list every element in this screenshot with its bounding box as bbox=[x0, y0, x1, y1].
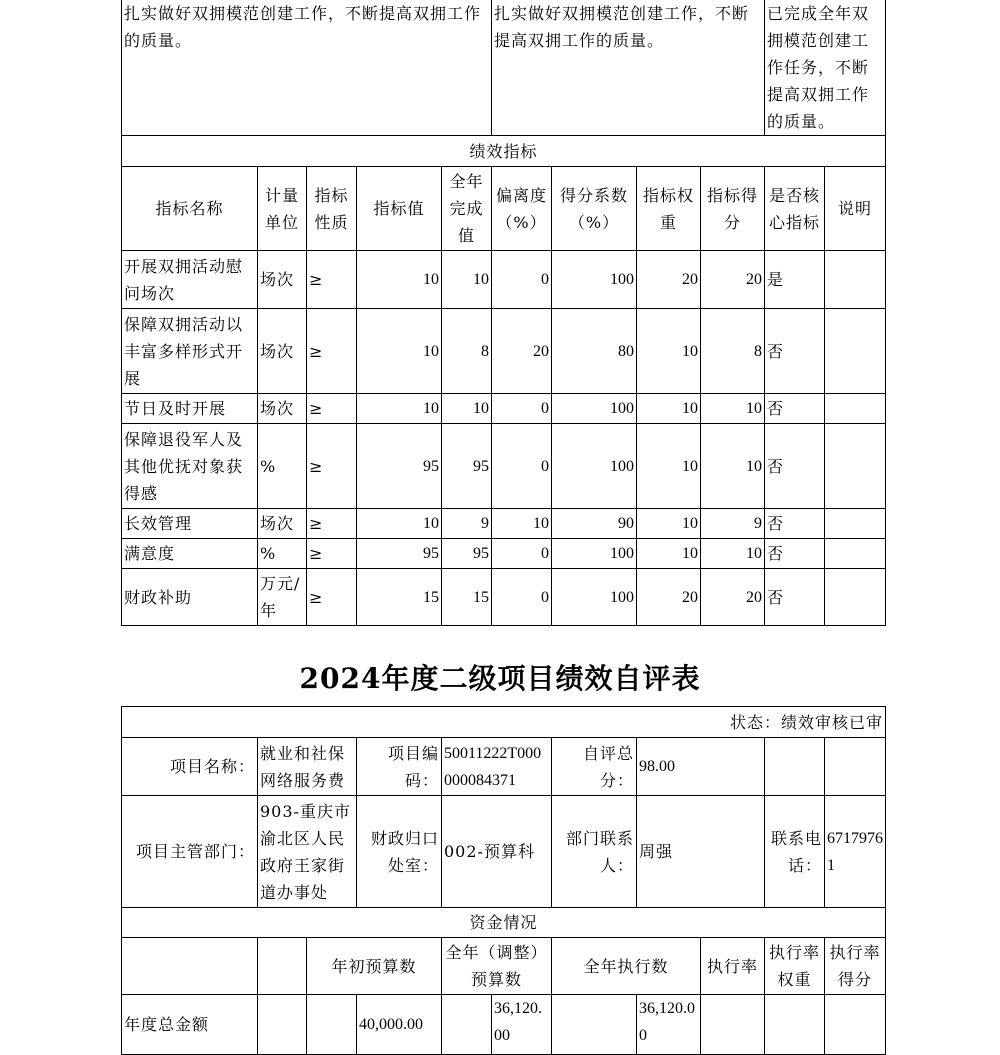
table-row bbox=[122, 251, 886, 309]
header-target: 指标值 bbox=[357, 167, 442, 251]
self-score-value: 98.00 bbox=[637, 738, 765, 796]
indicator-target: 10 bbox=[357, 394, 442, 424]
indicator-unit: 场次 bbox=[258, 509, 307, 539]
contact-value: 周强 bbox=[637, 796, 765, 908]
header-initial-budget: 年初预算数 bbox=[307, 938, 442, 995]
indicator-name: 保障双拥活动以丰富多样形式开展 bbox=[122, 309, 258, 394]
indicator-target: 15 bbox=[357, 569, 442, 626]
contact-label: 部门联系人： bbox=[552, 796, 637, 908]
indicator-actual: 10 bbox=[442, 394, 492, 424]
status-text: 状态：绩效审核已审 bbox=[122, 707, 886, 738]
indicator-deviation: 0 bbox=[492, 424, 552, 509]
goal-cell-2: 扎实做好双拥模范创建工作，不断提高双拥工作的质量。 bbox=[492, 0, 765, 136]
indicator-target: 95 bbox=[357, 539, 442, 569]
indicator-weight: 10 bbox=[637, 424, 701, 509]
table-row bbox=[122, 569, 886, 626]
funds-header-row bbox=[122, 938, 886, 995]
phone-value: 67179761 bbox=[825, 796, 886, 908]
indicator-unit: 万元/年 bbox=[258, 569, 307, 626]
indicator-name: 长效管理 bbox=[122, 509, 258, 539]
indicator-note bbox=[825, 424, 886, 509]
header-core: 是否核心指标 bbox=[765, 167, 825, 251]
indicator-weight: 20 bbox=[637, 251, 701, 309]
total-executed: 36,120.00 bbox=[637, 995, 701, 1055]
table-row bbox=[122, 424, 886, 509]
indicator-core: 否 bbox=[765, 424, 825, 509]
indicator-coefficient: 80 bbox=[552, 309, 637, 394]
indicator-nature: ≥ bbox=[307, 394, 357, 424]
indicator-note bbox=[825, 251, 886, 309]
indicator-weight: 10 bbox=[637, 394, 701, 424]
indicator-actual: 15 bbox=[442, 569, 492, 626]
indicators-section-title: 绩效指标 bbox=[122, 136, 886, 167]
header-nature: 指标性质 bbox=[307, 167, 357, 251]
indicator-note bbox=[825, 394, 886, 424]
dept-value: 903-重庆市渝北区人民政府王家街道办事处 bbox=[258, 796, 357, 908]
table-row bbox=[122, 509, 886, 539]
status-row bbox=[122, 707, 886, 738]
total-initial-budget: 40,000.00 bbox=[357, 995, 442, 1055]
indicator-coefficient: 100 bbox=[552, 424, 637, 509]
header-score: 指标得分 bbox=[701, 167, 765, 251]
indicator-name: 开展双拥活动慰问场次 bbox=[122, 251, 258, 309]
header-note: 说明 bbox=[825, 167, 886, 251]
empty-cell bbox=[258, 938, 307, 995]
table-row bbox=[122, 394, 886, 424]
header-deviation: 偏离度（%） bbox=[492, 167, 552, 251]
indicator-deviation: 10 bbox=[492, 509, 552, 539]
project-evaluation-table bbox=[121, 706, 886, 1055]
indicator-core: 否 bbox=[765, 309, 825, 394]
indicator-deviation: 0 bbox=[492, 539, 552, 569]
funds-title-row bbox=[122, 908, 886, 938]
table-row bbox=[122, 309, 886, 394]
indicator-name: 财政补助 bbox=[122, 569, 258, 626]
indicator-weight: 10 bbox=[637, 309, 701, 394]
indicator-target: 10 bbox=[357, 509, 442, 539]
indicator-nature: ≥ bbox=[307, 251, 357, 309]
indicator-deviation: 0 bbox=[492, 394, 552, 424]
indicator-score: 8 bbox=[701, 309, 765, 394]
indicator-core: 否 bbox=[765, 539, 825, 569]
empty-cell bbox=[765, 738, 825, 796]
indicator-coefficient: 100 bbox=[552, 394, 637, 424]
indicator-nature: ≥ bbox=[307, 309, 357, 394]
header-actual: 全年完成值 bbox=[442, 167, 492, 251]
indicator-core: 是 bbox=[765, 251, 825, 309]
header-unit: 计量单位 bbox=[258, 167, 307, 251]
form-title: 2024年度二级项目绩效自评表 bbox=[299, 662, 701, 695]
indicator-target: 10 bbox=[357, 309, 442, 394]
header-adjusted-budget: 全年（调整）预算数 bbox=[442, 938, 552, 995]
indicator-note bbox=[825, 309, 886, 394]
indicator-core: 否 bbox=[765, 394, 825, 424]
empty-cell bbox=[825, 738, 886, 796]
indicator-weight: 10 bbox=[637, 509, 701, 539]
department-info-row bbox=[122, 796, 886, 908]
indicator-header-row bbox=[122, 167, 886, 251]
header-exec-weight: 执行率权重 bbox=[765, 938, 825, 995]
indicator-unit: % bbox=[258, 539, 307, 569]
header-weight: 指标权重 bbox=[637, 167, 701, 251]
indicator-score: 20 bbox=[701, 569, 765, 626]
project-code-value: 50011222T000000084371 bbox=[442, 738, 552, 796]
project-code-label: 项目编码： bbox=[357, 738, 442, 796]
funds-section-title: 资金情况 bbox=[122, 908, 886, 938]
indicator-coefficient: 100 bbox=[552, 569, 637, 626]
empty-cell bbox=[122, 938, 258, 995]
indicator-deviation: 20 bbox=[492, 309, 552, 394]
section-title-row bbox=[122, 136, 886, 167]
goal-summary-row bbox=[122, 0, 886, 136]
indicator-score: 10 bbox=[701, 394, 765, 424]
indicator-name: 保障退役军人及其他优抚对象获得感 bbox=[122, 424, 258, 509]
indicator-unit: 场次 bbox=[258, 309, 307, 394]
project-name-label: 项目名称： bbox=[122, 738, 258, 796]
indicator-unit: % bbox=[258, 424, 307, 509]
header-exec-rate: 执行率 bbox=[701, 938, 765, 995]
indicator-name: 满意度 bbox=[122, 539, 258, 569]
indicator-score: 10 bbox=[701, 539, 765, 569]
performance-indicator-table bbox=[121, 0, 886, 626]
indicator-unit: 场次 bbox=[258, 394, 307, 424]
indicator-core: 否 bbox=[765, 509, 825, 539]
indicator-deviation: 0 bbox=[492, 569, 552, 626]
indicator-target: 10 bbox=[357, 251, 442, 309]
indicator-actual: 8 bbox=[442, 309, 492, 394]
goal-cell-3: 已完成全年双拥模范创建工作任务，不断提高双拥工作的质量。 bbox=[765, 0, 886, 136]
indicator-note bbox=[825, 509, 886, 539]
indicator-coefficient: 100 bbox=[552, 251, 637, 309]
indicator-nature: ≥ bbox=[307, 509, 357, 539]
indicator-unit: 场次 bbox=[258, 251, 307, 309]
total-label: 年度总金额 bbox=[122, 995, 258, 1055]
indicator-score: 9 bbox=[701, 509, 765, 539]
indicator-nature: ≥ bbox=[307, 569, 357, 626]
indicator-actual: 95 bbox=[442, 424, 492, 509]
indicator-nature: ≥ bbox=[307, 539, 357, 569]
indicator-note bbox=[825, 569, 886, 626]
finance-office-label: 财政归口处室： bbox=[357, 796, 442, 908]
header-coefficient: 得分系数（%） bbox=[552, 167, 637, 251]
indicator-note bbox=[825, 539, 886, 569]
dept-label: 项目主管部门： bbox=[122, 796, 258, 908]
goal-cell-1: 扎实做好双拥模范创建工作，不断提高双拥工作的质量。 bbox=[122, 0, 492, 136]
indicator-name: 节日及时开展 bbox=[122, 394, 258, 424]
indicator-score: 10 bbox=[701, 424, 765, 509]
phone-label: 联系电话： bbox=[765, 796, 825, 908]
indicator-coefficient: 90 bbox=[552, 509, 637, 539]
self-score-label: 自评总分： bbox=[552, 738, 637, 796]
indicator-weight: 20 bbox=[637, 569, 701, 626]
project-info-row bbox=[122, 738, 886, 796]
indicator-actual: 9 bbox=[442, 509, 492, 539]
total-adjusted-budget: 36,120.00 bbox=[492, 995, 552, 1055]
header-indicator-name: 指标名称 bbox=[122, 167, 258, 251]
indicator-coefficient: 100 bbox=[552, 539, 637, 569]
header-executed: 全年执行数 bbox=[552, 938, 701, 995]
header-exec-score: 执行率得分 bbox=[825, 938, 886, 995]
table-row bbox=[122, 539, 886, 569]
indicator-weight: 10 bbox=[637, 539, 701, 569]
indicator-deviation: 0 bbox=[492, 251, 552, 309]
indicator-nature: ≥ bbox=[307, 424, 357, 509]
indicator-actual: 95 bbox=[442, 539, 492, 569]
indicator-score: 20 bbox=[701, 251, 765, 309]
indicator-core: 否 bbox=[765, 569, 825, 626]
indicator-target: 95 bbox=[357, 424, 442, 509]
project-name-value: 就业和社保网络服务费 bbox=[258, 738, 357, 796]
indicator-actual: 10 bbox=[442, 251, 492, 309]
finance-office-value: 002-预算科 bbox=[442, 796, 552, 908]
